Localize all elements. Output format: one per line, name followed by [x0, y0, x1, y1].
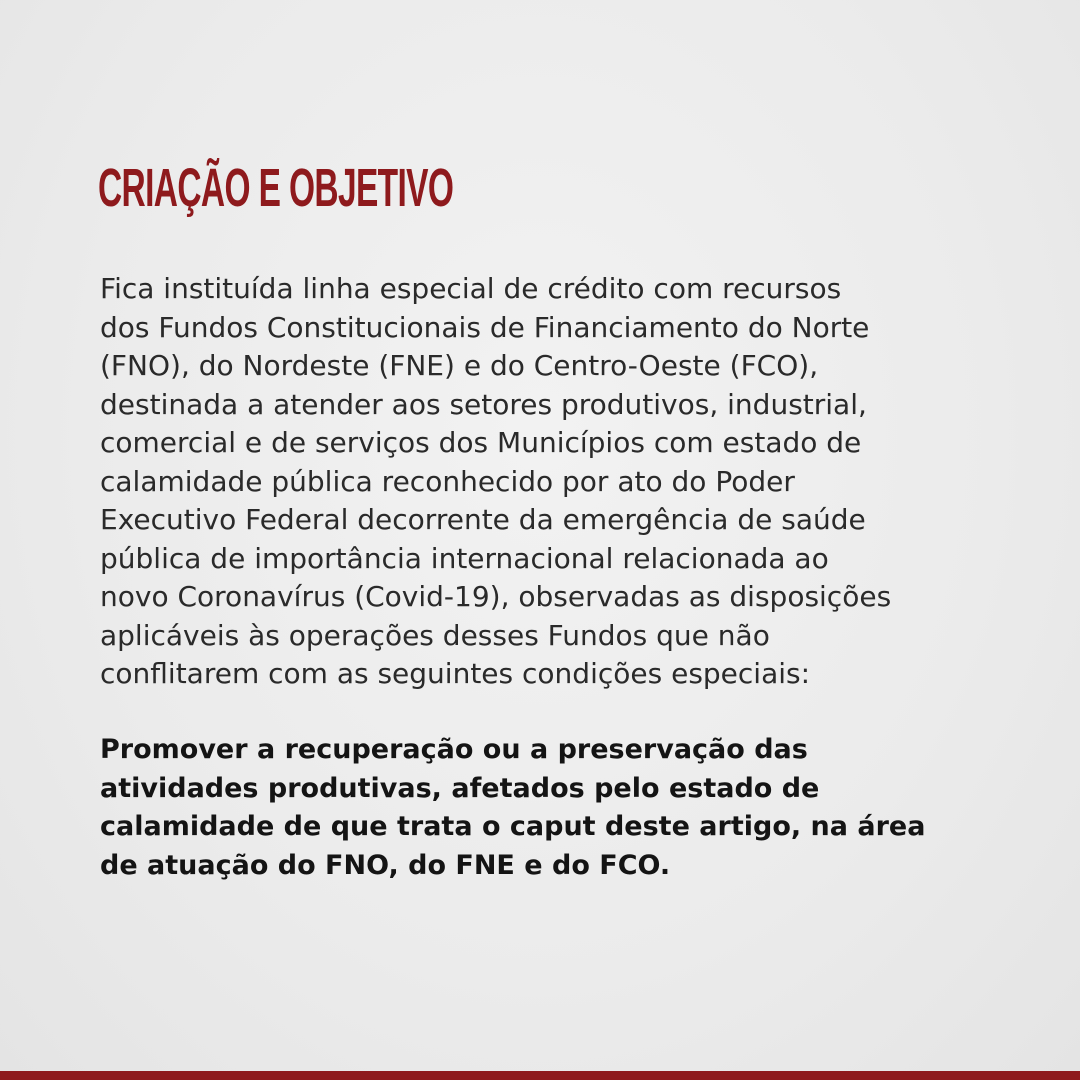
body-line: Fica instituída linha especial de crédito com recursos: [100, 272, 842, 305]
body-line: calamidade pública reconhecido por ato do Poder: [100, 464, 795, 498]
body-line: conflitarem com as seguintes condições especiais:: [100, 657, 811, 690]
highlight-line: calamidade de que trata o caput deste artigo, na área: [100, 811, 926, 842]
highlight-line: Promover a recuperação ou a preservação das: [100, 734, 808, 765]
body-line: pública de importância internacional relacionada ao: [100, 541, 829, 575]
highlight-line: de atuação do FNO, do FNE e do FCO.: [100, 849, 671, 881]
body-line: aplicáveis às operações desses Fundos que não: [100, 618, 770, 652]
body-line: (FNO), do Nordeste (FNE) e do Centro-Oeste (FCO),: [100, 349, 819, 382]
highlight-line: atividades produtivas, afetados pelo estado de: [100, 772, 820, 804]
body-paragraph: [100, 270, 980, 694]
body-line: Executivo Federal decorrente da emergência de saúde: [100, 503, 866, 536]
section-title: CRIAÇÃO E OBJETIVO: [98, 158, 454, 218]
body-line: destinada a atender aos setores produtivos, industrial,: [100, 387, 867, 421]
highlight-paragraph: [100, 731, 980, 885]
bottom-accent-bar: [0, 1071, 1080, 1080]
body-line: dos Fundos Constitucionais de Financiamento do Norte: [100, 310, 870, 344]
body-line: novo Coronavírus (Covid-19), observadas as disposições: [100, 580, 892, 613]
body-line: comercial e de serviços dos Municípios com estado de: [100, 426, 862, 459]
